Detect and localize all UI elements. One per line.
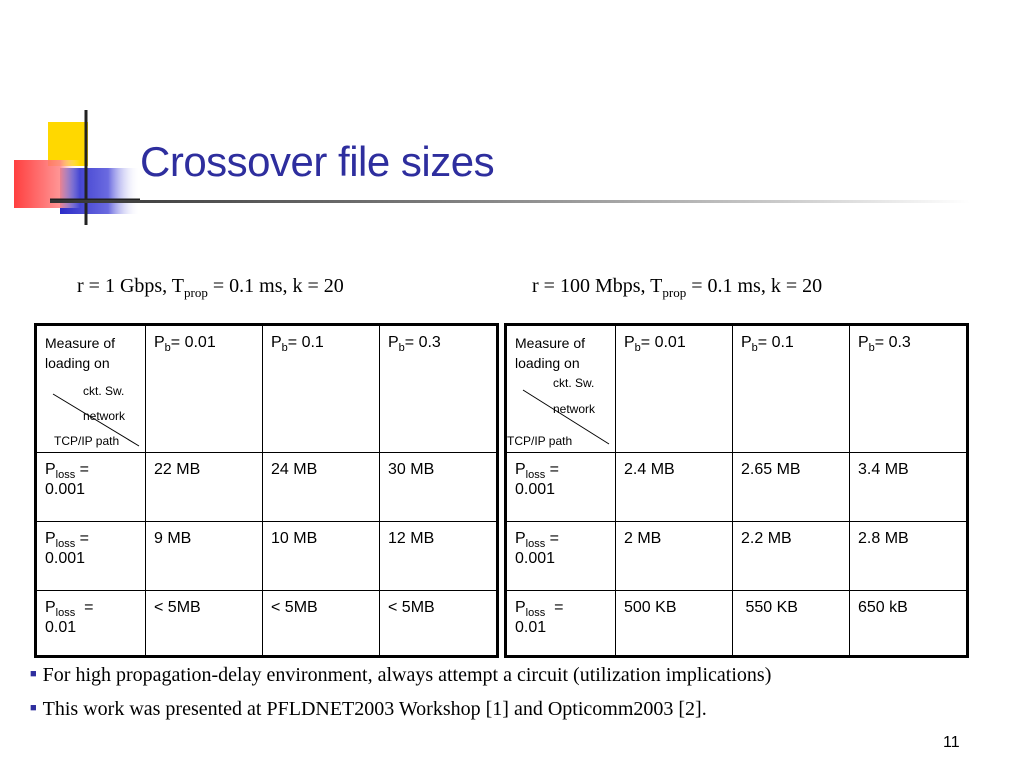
bullet-list xyxy=(30,664,771,732)
col-val: = 0.01 xyxy=(640,334,686,351)
row-p: P xyxy=(515,599,526,616)
corner-header-cell xyxy=(36,325,146,453)
row-val: 0.01 xyxy=(515,619,547,637)
row-p: P xyxy=(45,599,56,616)
col-val: = 0.01 xyxy=(170,334,216,351)
slide-title: Crossover file sizes xyxy=(140,138,495,185)
row-sub: loss xyxy=(55,607,76,620)
row-header-cell xyxy=(506,591,616,657)
table-cell: 550 KB xyxy=(733,591,850,657)
row-p: P xyxy=(515,461,526,478)
table-cell: < 5MB xyxy=(146,591,263,657)
table-header-row xyxy=(506,325,968,453)
square-bullet-icon: ■ xyxy=(30,702,37,714)
col-p: P xyxy=(388,334,399,351)
table-cell: 22 MB xyxy=(146,453,263,522)
table-cell: 9 MB xyxy=(146,522,263,591)
title-underline xyxy=(50,200,970,203)
row-eq: = xyxy=(75,599,94,616)
corner-line1: Measure of xyxy=(515,335,586,351)
table-cell: 2.4 MB xyxy=(616,453,733,522)
table-cell: 3.4 MB xyxy=(850,453,968,522)
left-caption-sub: prop xyxy=(184,285,208,300)
right-data-table xyxy=(504,323,969,658)
left-table-caption xyxy=(77,275,344,301)
col-sub: b xyxy=(868,342,875,355)
bullet-item xyxy=(30,698,771,732)
row-sub: loss xyxy=(525,607,546,620)
table-cell: 2.2 MB xyxy=(733,522,850,591)
row-header-cell xyxy=(36,591,146,657)
col-p: P xyxy=(624,334,635,351)
left-data-table xyxy=(34,323,499,658)
row-sub: loss xyxy=(55,538,76,551)
bullet-item xyxy=(30,664,771,698)
corner-tcp-label: TCP/IP path xyxy=(54,434,120,448)
corner-line2: loading on xyxy=(515,355,580,371)
table-cell: 2 MB xyxy=(616,522,733,591)
col-sub: b xyxy=(164,342,171,355)
row-header-cell xyxy=(36,453,146,522)
corner-line1: Measure of xyxy=(45,335,116,351)
row-p: P xyxy=(45,461,56,478)
table-row xyxy=(506,453,968,522)
table-cell: 30 MB xyxy=(380,453,498,522)
table-header-row xyxy=(36,325,498,453)
table-cell: < 5MB xyxy=(263,591,380,657)
row-val: 0.001 xyxy=(515,481,556,499)
row-sub: loss xyxy=(525,469,546,482)
table-cell: 2.65 MB xyxy=(733,453,850,522)
column-header-cell xyxy=(616,325,733,453)
left-caption-post: = 0.1 ms, k = 20 xyxy=(207,275,344,297)
row-val: 0.01 xyxy=(45,619,77,637)
row-eq: = xyxy=(75,530,90,547)
column-header-cell xyxy=(146,325,263,453)
table-cell: 2.8 MB xyxy=(850,522,968,591)
col-sub: b xyxy=(634,342,641,355)
right-caption-post: = 0.1 ms, k = 20 xyxy=(686,275,823,297)
col-val: = 0.1 xyxy=(287,334,324,351)
col-sub: b xyxy=(398,342,405,355)
corner-line2: loading on xyxy=(45,355,110,371)
column-header-cell xyxy=(380,325,498,453)
right-caption-pre: r = 100 Mbps, T xyxy=(532,275,663,297)
row-sub: loss xyxy=(55,469,76,482)
col-val: = 0.1 xyxy=(757,334,794,351)
row-eq: = xyxy=(545,530,560,547)
row-header-cell xyxy=(36,522,146,591)
row-val: 0.001 xyxy=(45,550,86,568)
column-header-cell xyxy=(733,325,850,453)
table-row xyxy=(36,591,498,657)
table-cell: < 5MB xyxy=(380,591,498,657)
col-sub: b xyxy=(751,342,758,355)
row-p: P xyxy=(515,530,526,547)
bullet-text: This work was presented at PFLDNET2003 Workshop [1] and Opticomm2003 [2]. xyxy=(42,698,707,720)
row-header-cell xyxy=(506,453,616,522)
col-val: = 0.3 xyxy=(874,334,911,351)
right-table-caption xyxy=(532,275,822,301)
row-header-cell xyxy=(506,522,616,591)
row-val: 0.001 xyxy=(515,550,556,568)
corner-header-cell xyxy=(506,325,616,453)
right-caption-sub: prop xyxy=(662,285,687,300)
page-number: 11 xyxy=(943,734,960,751)
bullet-text: For high propagation-delay environment, always attempt a circuit (utilization implications) xyxy=(42,664,772,686)
left-caption-pre: r = 1 Gbps, T xyxy=(77,275,185,297)
square-bullet-icon: ■ xyxy=(30,668,37,680)
row-val: 0.001 xyxy=(45,481,86,499)
corner-network-label: network xyxy=(553,402,596,416)
column-header-cell xyxy=(263,325,380,453)
table-cell: 24 MB xyxy=(263,453,380,522)
corner-ckt-label: ckt. Sw. xyxy=(83,384,125,398)
table-cell: 650 kB xyxy=(850,591,968,657)
column-header-cell xyxy=(850,325,968,453)
table-row xyxy=(506,522,968,591)
corner-ckt-label: ckt. Sw. xyxy=(553,376,595,390)
table-row xyxy=(36,453,498,522)
row-eq: = xyxy=(545,461,560,478)
corner-tcp-label: TCP/IP path xyxy=(507,434,573,448)
col-p: P xyxy=(741,334,752,351)
col-p: P xyxy=(858,334,869,351)
col-p: P xyxy=(154,334,165,351)
table-row xyxy=(506,591,968,657)
corner-network-label: network xyxy=(83,409,126,423)
row-sub: loss xyxy=(525,538,546,551)
table-cell: 500 KB xyxy=(616,591,733,657)
table-cell: 10 MB xyxy=(263,522,380,591)
row-eq: = xyxy=(545,599,564,616)
row-eq: = xyxy=(75,461,90,478)
table-cell: 12 MB xyxy=(380,522,498,591)
col-sub: b xyxy=(281,342,288,355)
row-p: P xyxy=(45,530,56,547)
table-row xyxy=(36,522,498,591)
col-p: P xyxy=(271,334,282,351)
col-val: = 0.3 xyxy=(404,334,441,351)
slide-logo-decoration xyxy=(0,100,140,230)
